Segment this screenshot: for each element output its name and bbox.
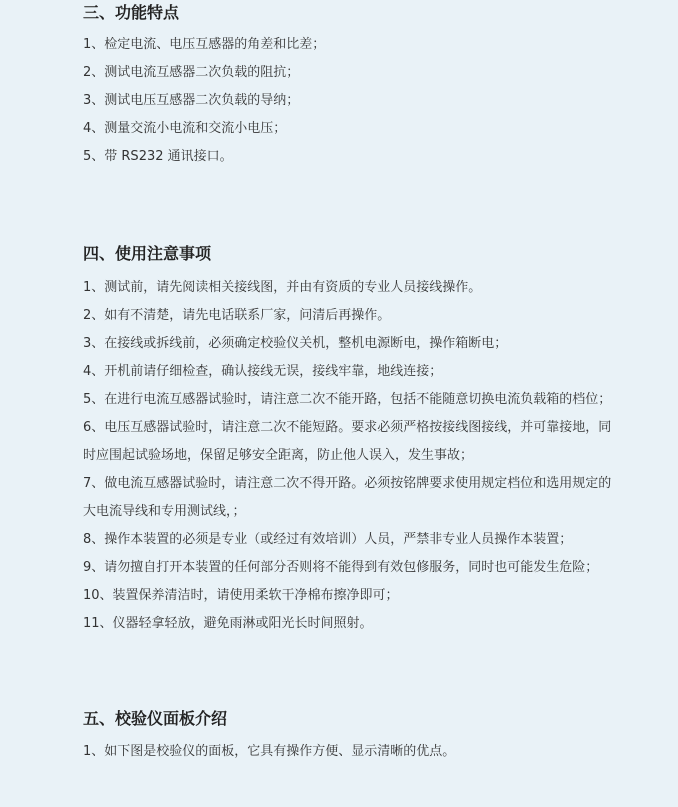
list-item: 6、电压互感器试验时，请注意二次不能短路。要求必须严格按接线图接线，并可靠接地，同时应围起试验场地，保留足够安全距离，防止他人误入，发生事故；: [83, 420, 612, 463]
section-title: 三、功能特点: [83, 3, 180, 22]
list-item: 10、装置保养清洁时，请使用柔软干净棉布擦净即可；: [83, 588, 399, 603]
list-item: 8、操作本装置的必须是专业（或经过有效培训）人员，严禁非专业人员操作本装置；: [83, 532, 573, 547]
section-panel-intro: [83, 708, 678, 766]
list-item: 5、在进行电流互感器试验时，请注意二次不能开路，包括不能随意切换电流负载箱的档位；: [83, 392, 612, 407]
list-item: 2、如有不清楚，请先电话联系厂家，问清后再操作。: [83, 308, 391, 323]
list-item: 1、检定电流、电压互感器的角差和比差；: [83, 37, 326, 52]
section-features: [83, 2, 678, 171]
section-precautions: [83, 243, 678, 638]
list-item: 3、测试电压互感器二次负载的导纳；: [83, 93, 300, 108]
list-item: 1、如下图是校验仪的面板，它具有操作方便、显示清晰的优点。: [83, 744, 456, 759]
list-item: 7、做电流互感器试验时，请注意二次不得开路。必须按铭牌要求使用规定档位和选用规定的大电流导线和专用测试线，；: [83, 476, 612, 519]
panel-intro-list: [83, 738, 678, 766]
list-item: 3、在接线或拆线前，必须确定校验仪关机，整机电源断电，操作箱断电；: [83, 336, 508, 351]
list-item: 1、测试前，请先阅读相关接线图，并由有资质的专业人员接线操作。: [83, 280, 482, 295]
list-item: 5、带 RS232 通讯接口。: [83, 149, 233, 164]
list-item: 4、开机前请仔细检查，确认接线无误，接线牢靠，地线连接；: [83, 364, 443, 379]
feature-list: [83, 31, 678, 171]
section-title: 四、使用注意事项: [83, 244, 212, 263]
document-page: [0, 2, 678, 807]
precaution-list: [83, 274, 678, 638]
list-item: 11、仪器轻拿轻放，避免雨淋或阳光长时间照射。: [83, 616, 373, 631]
section-title: 五、校验仪面板介绍: [83, 709, 228, 728]
list-item: 2、测试电流互感器二次负载的阻抗；: [83, 65, 300, 80]
list-item: 4、测量交流小电流和交流小电压；: [83, 121, 287, 136]
list-item: 9、请勿擅自打开本装置的任何部分否则将不能得到有效包修服务，同时也可能发生危险；: [83, 560, 599, 575]
